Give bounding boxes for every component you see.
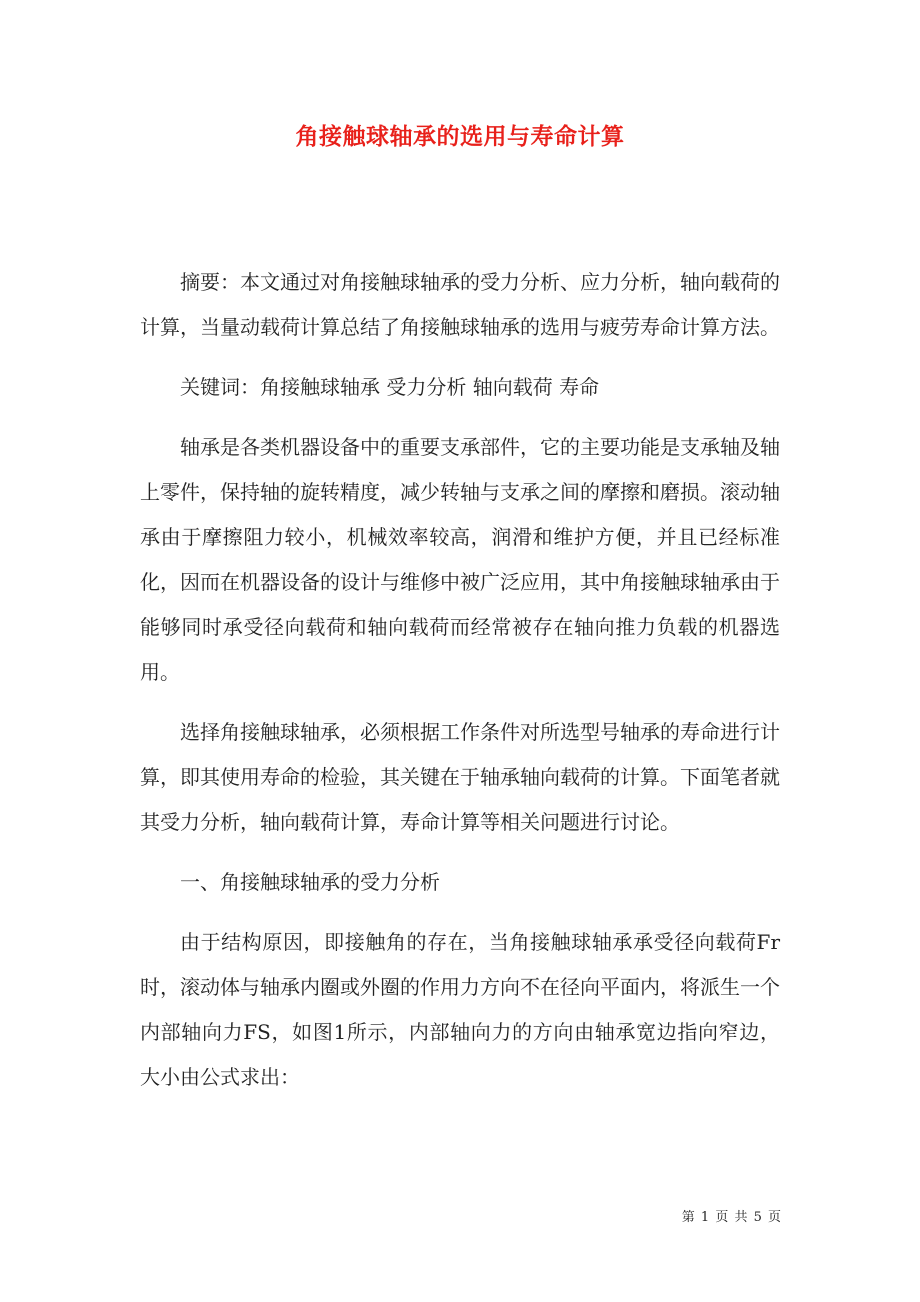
force-analysis-paragraph: 由于结构原因，即接触角的存在，当角接触球轴承承受径向载荷Fr时，滚动体与轴承内圈或外圈的作用力方向不在径向平面内，将派生一个内部轴向力FS，如图1所示，内部轴向力的方向由轴承宽边指向窄边，大小由公式求出： bbox=[140, 930, 780, 1089]
selection-paragraph: 选择角接触球轴承，必须根据工作条件对所选型号轴承的寿命进行计算，即其使用寿命的检验，其关键在于轴承轴向载荷的计算。下面笔者就其受力分析，轴向载荷计算，寿命计算等相关问题进行讨论。 bbox=[140, 720, 780, 834]
intro-paragraph: 轴承是各类机器设备中的重要支承部件，它的主要功能是支承轴及轴上零件，保持轴的旋转精度，减少转轴与支承之间的摩擦和磨损。滚动轴承由于摩擦阻力较小，机械效率较高，润滑和维护方便，并且已经标准化，因而在机器设备的设计与维修中被广泛应用，其中角接触球轴承由于能够同时承受径向载荷和轴向载荷而经常被存在轴向推力负载的机器选用。 bbox=[140, 435, 780, 684]
document-title: 角接触球轴承的选用与寿命计算 bbox=[295, 123, 625, 150]
page-number: 第 1 页 共 5 页 bbox=[681, 1210, 782, 1225]
section-heading: 一、角接触球轴承的受力分析 bbox=[180, 870, 440, 894]
abstract-paragraph: 摘要：本文通过对角接触球轴承的受力分析、应力分析，轴向载荷的计算，当量动载荷计算总结了角接触球轴承的选用与疲劳寿命计算方法。 bbox=[140, 270, 780, 339]
keywords-paragraph: 关键词：角接触球轴承 受力分析 轴向载荷 寿命 bbox=[180, 375, 600, 399]
document-body bbox=[140, 260, 780, 1115]
